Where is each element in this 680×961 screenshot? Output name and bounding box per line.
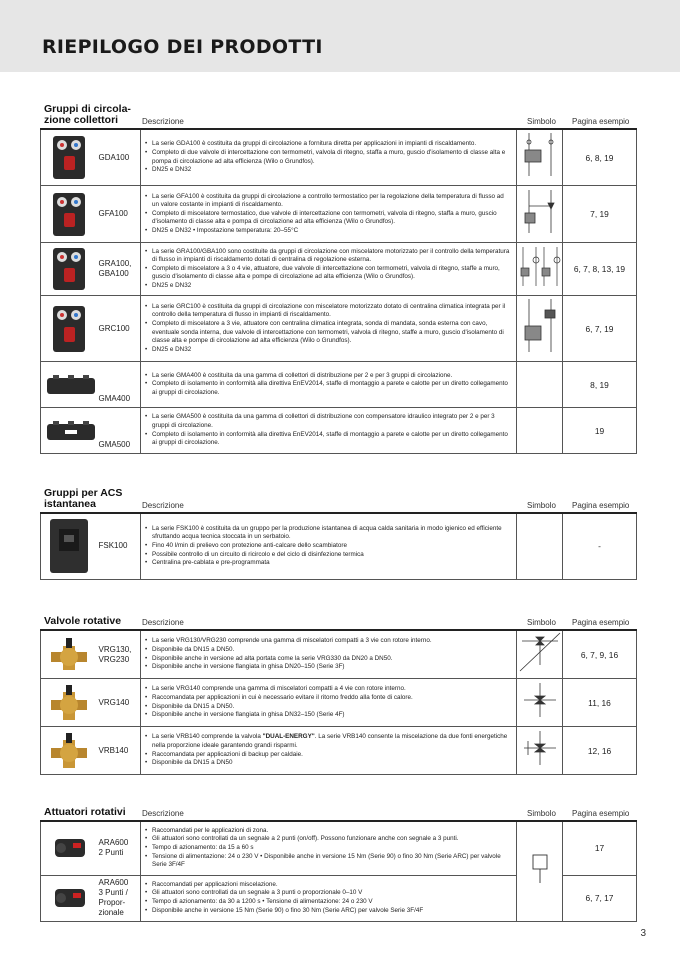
product-row [41, 679, 637, 727]
product-table [40, 128, 637, 454]
description-bullet: • DN25 e DN32 • Impostazione temperatura: 20–55°C [145, 227, 512, 236]
product-table [40, 629, 637, 775]
product-description [145, 525, 512, 568]
product-variant: 3 Punti / Propor- zionale [98, 888, 128, 917]
product-row [41, 630, 637, 679]
product-row [41, 513, 637, 579]
section-circulation-groups [40, 100, 636, 454]
description-bullet: • La serie GMA500 è costituita da una gamma di collettori di distribuzione con compensatore idraulico integrato per 2 e per 3 gruppi di circolazione. [145, 413, 512, 430]
example-pages: 6, 8, 19 [563, 129, 637, 186]
brass-valve-icon [48, 684, 90, 722]
product-description [145, 372, 512, 398]
description-bullet: • Completo di isolamento in conformità alla direttiva EnEV2014, staffe di montaggio a parete e calotte per un diretto collegamento ai gruppi di circolazione. [145, 380, 512, 397]
manifold-icon [45, 420, 97, 442]
page-number: 3 [640, 928, 646, 939]
section-title-text: Gruppi di circola- zione collettori [44, 103, 131, 126]
description-bullet: • La serie GRA100/GBA100 sono costituite da gruppi di circolazione con miscelatore motorizzato per il controllo della temperatura di flusso in impianti di riscaldamento dotati di centralina di regolazione esterna. [145, 248, 512, 265]
description-bullet: • Raccomandata per applicazioni di backup per caldaie. [145, 751, 512, 760]
circulation-group-icon [49, 191, 89, 238]
circulation-group-icon [49, 303, 89, 355]
product-code: FSK100 [97, 513, 141, 579]
description-bullet: • Disponibile da DN15 a DN50 [145, 759, 512, 768]
example-pages: 17 [563, 821, 637, 875]
dual-energy-label: "DUAL-ENERGY" [262, 733, 315, 741]
example-pages: 11, 16 [563, 679, 637, 727]
column-header-page: Pagina esempio [572, 117, 630, 126]
description-text: La serie VRB140 comprende la valvola [152, 733, 263, 741]
product-code: ARA600 [98, 878, 129, 887]
actuator-icon [49, 833, 89, 863]
section-title-text: Gruppi per ACS istantanea [44, 487, 123, 510]
description-bullet: • Gli attuatori sono controllati da un segnale a 3 punti o proporzionale 0–10 V [145, 889, 512, 898]
description-bullet: • La serie GMA400 è costituita da una gamma di collettori di distribuzione per 2 e per 3 gruppi di circolazione. [145, 372, 512, 381]
product-table [40, 512, 637, 580]
product-description [145, 685, 512, 719]
example-pages: 6, 7, 9, 16 [563, 630, 637, 679]
page-title: RIEPILOGO DEI PRODOTTI [42, 36, 323, 58]
description-bullet: • Disponibile da DN15 a DN50. [145, 646, 512, 655]
product-code: GDA100 [97, 129, 141, 186]
product-description-more [145, 751, 512, 768]
controller-schematic-icon [519, 296, 561, 356]
product-code: GMA400 [97, 362, 141, 408]
section-title [44, 488, 122, 510]
example-pages: 19 [563, 408, 637, 454]
product-description [145, 881, 512, 915]
description-bullet: • Disponibile da DN15 a DN50. [145, 703, 512, 712]
description-bullet: • Fino 40 l/min di prelievo con protezione anti-calcare dello scambiatore [145, 542, 512, 551]
description-bullet: • La serie GFA100 è costituita da gruppi di circolazione a controllo termostatico per la regolazione della temperatura di flusso ad un valore costante in impianti di riscaldamento. [145, 193, 512, 210]
description-bullet: • DN25 e DN32 [145, 346, 512, 355]
description-bullet: • DN25 e DN32 [145, 166, 512, 175]
product-description [145, 637, 512, 671]
product-code: VRB140 [97, 727, 141, 775]
column-header-page: Pagina esempio [572, 618, 630, 627]
product-row [41, 727, 637, 775]
description-bullet: • Gli attuatori sono controllati da un segnale a 2 punti (on/off). Possono funzionare anche con segnale a 3 punti. [145, 835, 512, 844]
column-header-page: Pagina esempio [572, 501, 630, 510]
section-instant-dhw [40, 484, 636, 580]
example-pages: 7, 19 [563, 186, 637, 243]
description-bullet: • Disponibile anche in versione ad alta portata come la serie VRG330 da DN20 a DN50. [145, 655, 512, 664]
product-row [41, 129, 637, 186]
description-bullet: • Raccomandati per le applicazioni di zona. [145, 827, 512, 836]
example-pages: 8, 19 [563, 362, 637, 408]
description-bullet: • Tempo di azionamento: da 15 a 60 s [145, 844, 512, 853]
product-code: GFA100 [97, 186, 141, 243]
product-variant: 2 Punti [98, 848, 124, 858]
description-bullet: • Centralina pre-cablata e pre-programmata [145, 559, 512, 568]
actuator-symbol-icon [522, 849, 558, 889]
description-bullet: • Completo di due valvole di intercettazione con termometri, valvola di ritegno, staffa a muro, guscio d'isolamento di classe alta e pompa di circolazione ad alta efficienza (Wilo o Grundfos). [145, 149, 512, 166]
section-title: Attuatori rotativi [44, 806, 126, 818]
description-bullet: • Disponibile anche in versione 15 Nm (Serie 90) o fino 30 Nm (Serie ARC) per valvole Serie 3F/4F [145, 907, 512, 916]
product-row [41, 296, 637, 362]
product-description [145, 413, 512, 447]
product-row [41, 821, 637, 875]
product-code: ARA600 [98, 838, 129, 848]
mixing-schematic-icon [519, 187, 561, 237]
brass-valve-icon [48, 732, 90, 770]
product-code: GRC100 [97, 296, 141, 362]
column-header-description: Descrizione [142, 618, 184, 627]
product-description [145, 193, 512, 236]
product-code: VRG130, VRG230 [97, 630, 141, 679]
description-bullet: • La serie VRG140 comprende una gamma di miscelatori compatti a 4 vie con rotore interno. [145, 685, 512, 694]
example-pages: - [563, 513, 637, 579]
fresh-water-station-icon [47, 517, 91, 575]
description-bullet: • La serie GDA100 è costituita da gruppi di circolazione a fornitura diretta per applicazioni in impianti di riscaldamento. [145, 140, 512, 149]
product-row [41, 243, 637, 296]
example-pages: 6, 7, 19 [563, 296, 637, 362]
example-pages: 6, 7, 8, 13, 19 [563, 243, 637, 296]
section-rotary-actuators [40, 792, 636, 922]
product-description [145, 827, 512, 870]
brass-valve-icon [48, 636, 90, 674]
column-header-description: Descrizione [142, 809, 184, 818]
circulation-group-icon [49, 134, 89, 181]
section-title: Valvole rotative [44, 615, 122, 627]
description-bullet: • La serie FSK100 è costituita da un gruppo per la produzione istantanea di acqua calda sanitaria in modo igienico ed efficiente sfruttando acqua tecnica stoccata in un serbatoio. [145, 525, 512, 542]
column-header-symbol: Simbolo [527, 117, 556, 126]
description-bullet: • La serie GRC100 è costituita da gruppi di circolazione con miscelatore motorizzato dotato di centralina climatica integrata per il controllo della temperatura di flusso in impianti di riscaldamento. [145, 303, 512, 320]
pump-schematic-icon [519, 130, 561, 180]
product-code: GMA500 [97, 408, 141, 454]
column-header-page: Pagina esempio [572, 809, 630, 818]
four-way-valve-icon [518, 679, 562, 721]
product-description [145, 733, 512, 750]
description-bullet: • DN25 e DN32 [145, 282, 512, 291]
section-rotary-valves [40, 601, 636, 775]
product-row [41, 408, 637, 454]
column-header-description: Descrizione [142, 501, 184, 510]
product-table [40, 820, 637, 922]
description-bullet: • Raccomandati per applicazioni miscelazione. [145, 881, 512, 890]
product-code: VRG140 [97, 679, 141, 727]
column-header-symbol: Simbolo [527, 809, 556, 818]
description-bullet: • Raccomandata per applicazioni in cui è necessario evitare il ritorno freddo alla fonte di calore. [145, 694, 512, 703]
description-text: . La serie VRB140 consente la miscelazione da due fonti energetiche nella proporzione ideale garantendo grandi risparmi. [152, 733, 508, 749]
product-row [41, 186, 637, 243]
description-bullet: • Completo di isolamento in conformità alla direttiva EnEV2014, staffe di montaggio a parete e calotte per un diretto collegamento ai gruppi di circolazione. [145, 431, 512, 448]
example-pages: 6, 7, 17 [563, 875, 637, 921]
dual-energy-valve-icon [518, 727, 562, 769]
motorized-schematic-icon [518, 244, 562, 290]
description-bullet: • Completo di miscelatore termostatico, due valvole di intercettazione con termometri, valvola di ritegno, staffa a muro, guscio d'isolamento di classe alta e pompa di circolazione ad alta efficienza (Wilo o Grundfos). [145, 210, 512, 227]
product-description [145, 140, 512, 174]
section-title [44, 104, 131, 126]
product-code: GRA100, GBA100 [97, 243, 141, 296]
manifold-icon [45, 374, 97, 396]
actuator-icon [49, 883, 89, 913]
description-bullet: • La serie VRG130/VRG230 comprende una gamma di miscelatori compatti a 3 vie con rotore interno. [145, 637, 512, 646]
product-description [145, 303, 512, 355]
description-bullet: • Disponibile anche in versione flangiata in ghisa DN20–150 (Serie 3F) [145, 663, 512, 672]
description-bullet: • Completo di miscelatore a 3 vie, attuatore con centralina climatica integrata, sonda di mandata, sonda esterna con cavo, eventuale sonda interna, due valvole di intercettazione con termometri, valvola di ritegno, staffe a muro, guscio d'isolamento di classe alta e pompe di circolazione ad alta efficienza (Wilo o Grundfos). [145, 320, 512, 346]
product-row [41, 362, 637, 408]
example-pages: 12, 16 [563, 727, 637, 775]
circulation-group-icon [49, 246, 89, 292]
column-header-symbol: Simbolo [527, 501, 556, 510]
product-description [145, 248, 512, 291]
column-header-symbol: Simbolo [527, 618, 556, 627]
description-bullet: • Disponibile anche in versione flangiata in ghisa DN32–150 (Serie 4F) [145, 711, 512, 720]
description-bullet: • Completo di miscelatore a 3 o 4 vie, attuatore, due valvole di intercettazione con termometri, valvola di ritegno, staffe a muro, guscio d'isolamento di classe alta e pompe di circolazione ad alta efficienza (Wilo o Grundfos). [145, 265, 512, 282]
description-bullet: • Tensione di alimentazione: 24 o 230 V • Disponibile anche in versione 15 Nm (Serie 90) o fino 30 Nm (Serie ARC) per valvole Serie 3F/4F [145, 853, 512, 870]
description-bullet: • Possibile controllo di un circuito di ricircolo e del ciclo di disinfezione termica [145, 551, 512, 560]
column-header-description: Descrizione [142, 117, 184, 126]
description-bullet: • Tempo di azionamento: da 30 a 1200 s • Tensione di alimentazione: 24 o 230 V [145, 898, 512, 907]
three-way-valve-icon [518, 631, 562, 673]
